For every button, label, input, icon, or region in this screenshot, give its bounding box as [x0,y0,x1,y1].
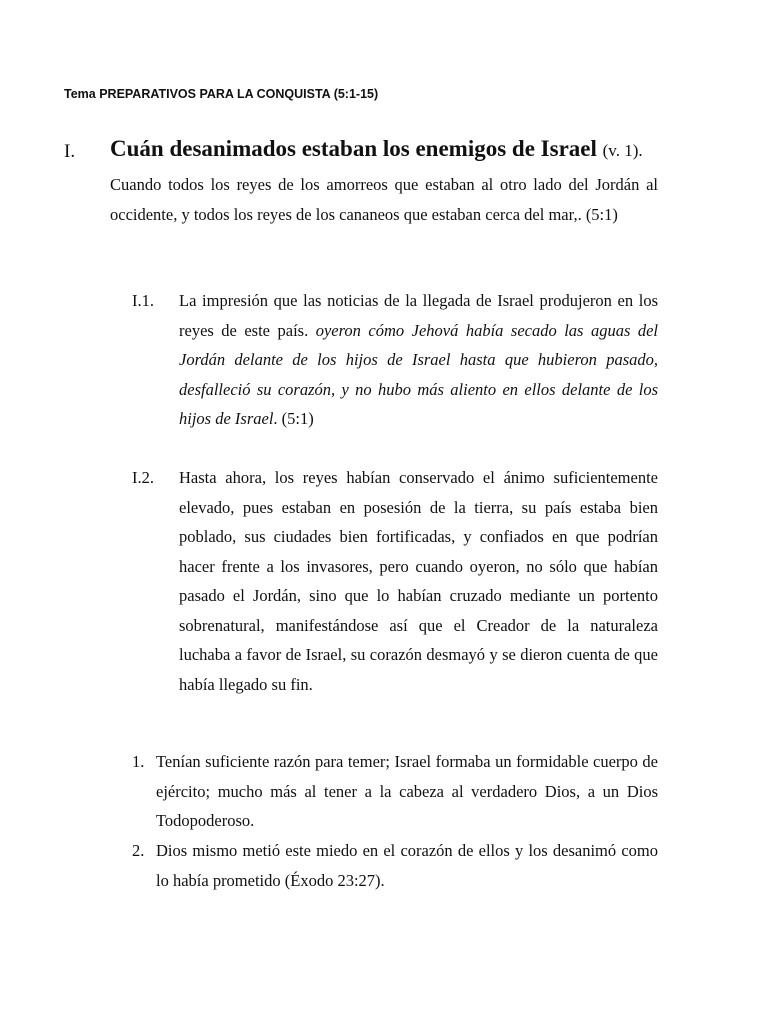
subsection-number: I.2. [132,468,154,487]
section-number: I. [64,141,76,162]
subsection-paragraph [179,286,658,434]
section-title-text: Cuán desanimados estaban los enemigos de Israel [110,136,597,161]
topic-heading: Tema PREPARATIVOS PARA LA CONQUISTA (5:1-15) [64,87,379,101]
list-item-number: 2. [132,841,145,860]
subsection-number: I.1. [132,291,154,310]
list-item: Dios mismo metió este miedo en el corazón de ellos y los desanimó como lo había prometido (Éxodo 23:27). [156,841,658,890]
section-title [110,136,643,162]
subsection-text-reference: . (5:1) [273,409,314,428]
subsection-text-plain: La impresión que las noticias de la llegada de Israel produjeron en los reyes de este país. [179,291,658,340]
list-item: Tenían suficiente razón para temer; Israel formaba un formidable cuerpo de ejército; mucho más al tener a la cabeza al verdadero Dios, a un Dios Todopoderoso. [156,752,658,830]
list-item-number: 1. [132,752,145,771]
subsection-paragraph: Hasta ahora, los reyes habían conservado el ánimo suficientemente elevado, pues estaban en posesión de la tierra, su país estaba bien poblado, sus ciudades bien fortificadas, y confiados en que podrían hacer frente a los invasores, pero cuando oyeron, no sólo que habían pasado el Jordán, sino que lo habían cruzado mediante un portento sobrenatural, manifestándose así que el Creador de la naturaleza luchaba a favor de Israel, su corazón desmayó y se dieron cuenta de que había llegado su fin. [179,468,658,694]
section-intro-paragraph: Cuando todos los reyes de los amorreos que estaban al otro lado del Jordán al occidente, y todos los reyes de los cananeos que estaban cerca del mar,. (5:1) [110,175,658,224]
section-reference: (v. 1). [602,141,643,160]
subsection-text-quote: oyeron cómo Jehová había secado las aguas del Jordán delante de los hijos de Israel hasta que hubieron pasado, desfalleció su corazón, y no hubo más aliento en ellos delante de los hijos de Israel [179,320,659,428]
